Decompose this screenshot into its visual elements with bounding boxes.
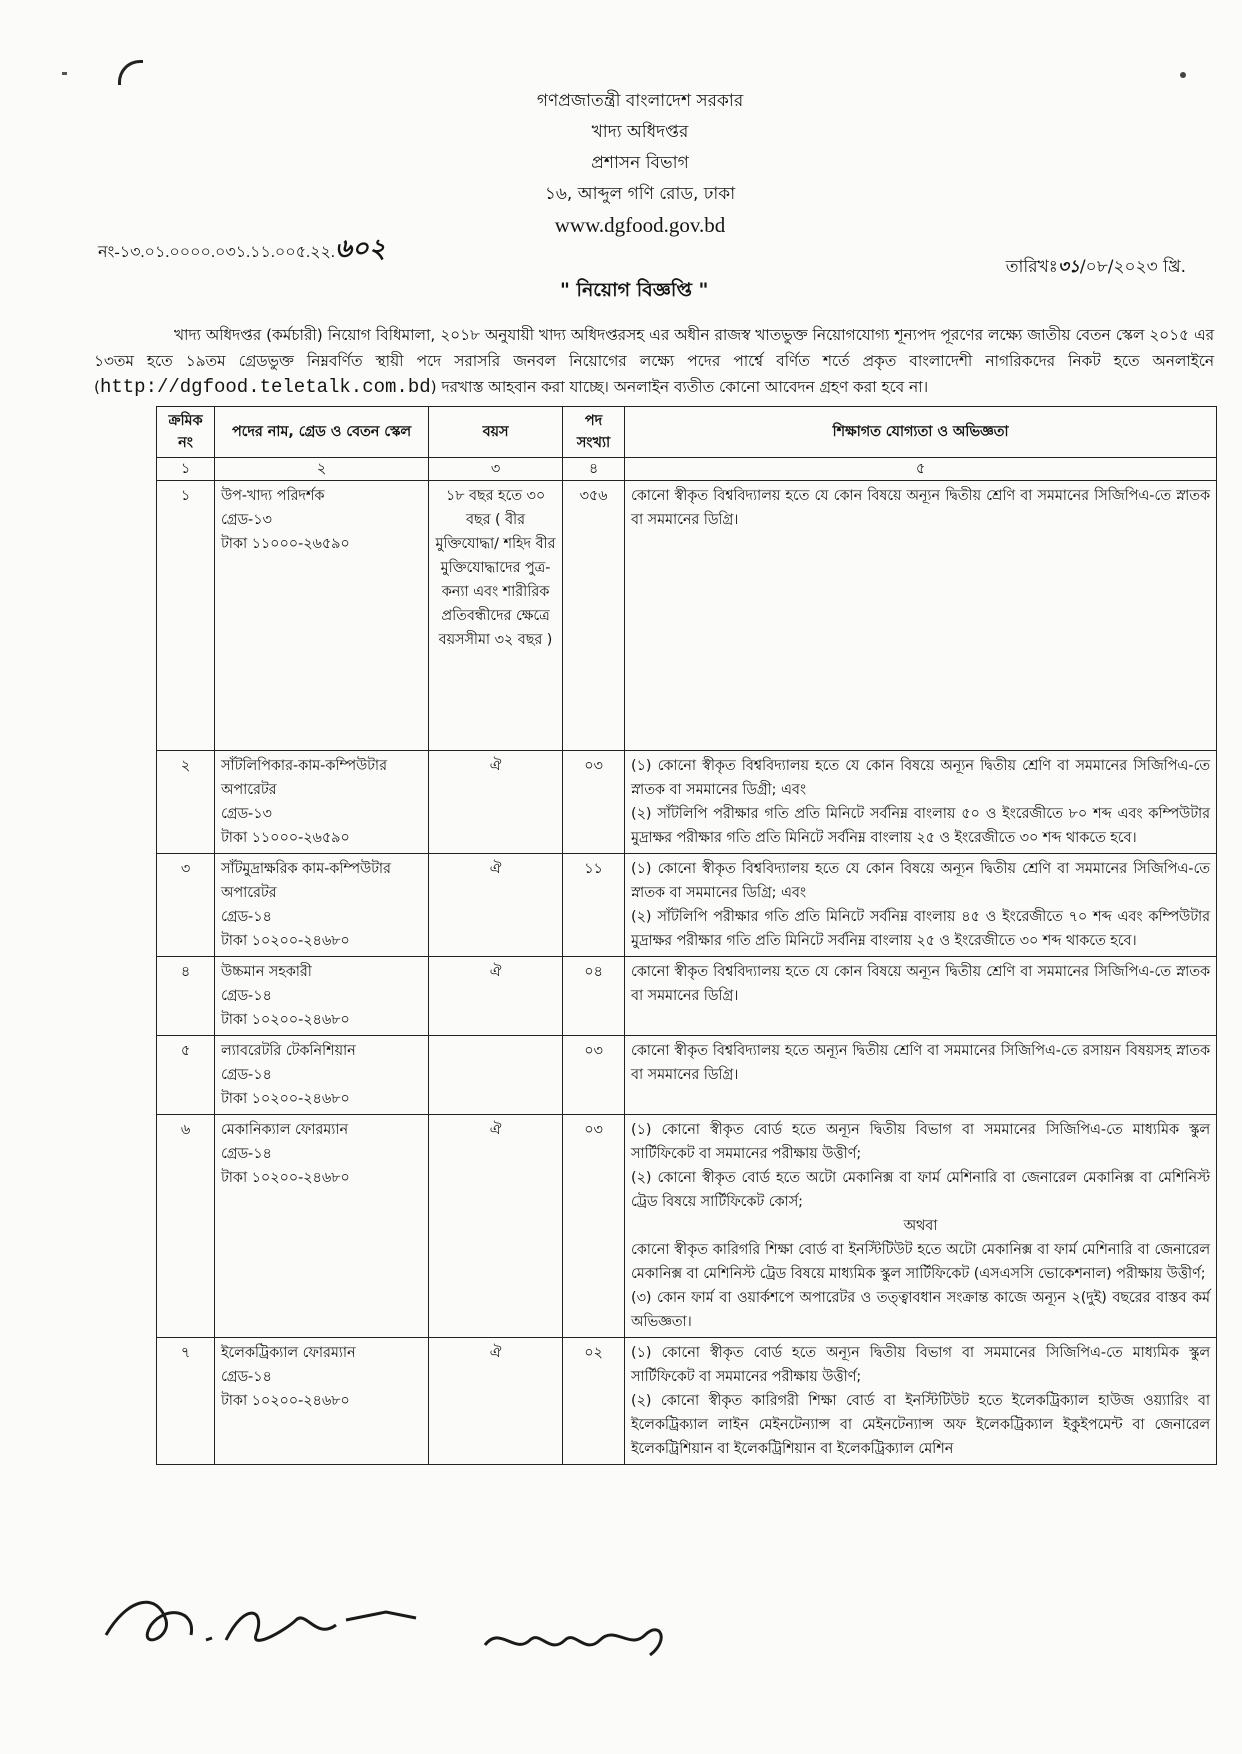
post-grade: গ্রেড-১৩ (221, 512, 272, 528)
post-title: সাঁটলিপিকার-কাম-কম্পিউটার অপারেটর (221, 758, 387, 798)
memo-number (98, 228, 386, 272)
col-number: ৩ (429, 458, 563, 481)
intro-paragraph (94, 322, 1214, 400)
table-header-row (157, 407, 1217, 458)
row-post (215, 751, 429, 854)
qualification-item: (৩) কোন ফার্ম বা ওয়ার্কশপে অপারেটর ও তত্ত্বাবধান সংক্রান্ত কাজে অন্যূন ২(দুই) বছরের বাস্তব কর্ম অভিজ্ঞতা। (631, 1290, 1210, 1330)
qualification-item: (২) সাঁটলিপি পরীক্ষার গতি প্রতি মিনিটে সর্বনিম্ন বাংলায় ৪৫ ও ইংরেজীতে ৭০ শব্দ এবং কম্পিউটার মুদ্রাক্ষর পরীক্ষার গতি প্রতি মিনিটে সর্বনিম্ন বাংলায় ২৫ ও ইংরেজীতে ৩০ শব্দ থাকতে হবে। (631, 909, 1210, 949)
qualification-item: (২) কোনো স্বীকৃত বোর্ড হতে অটো মেকানিক্স বা ফার্ম মেশিনারি বা জেনারেল মেকানিক্স বা মেশিনিস্ট ট্রেড বিষয়ে সার্টিফিকেট কোর্স; (631, 1170, 1210, 1210)
vacancy-table (156, 406, 1217, 1465)
header-age: বয়স (429, 407, 563, 458)
col-number: ৪ (563, 458, 625, 481)
memo-handwritten-number: ৬০২ (334, 234, 386, 263)
post-scale: টাকা ১০২০০-২৪৬৮০ (221, 1170, 350, 1186)
date-handwritten-day: ৩১ (1057, 257, 1080, 277)
row-serial: ৫ (157, 1036, 215, 1115)
qualification-item: কোনো স্বীকৃত কারিগরি শিক্ষা বোর্ড বা ইনস্টিটিউট হতে অটো মেকানিক্স বা ফার্ম মেশিনারি বা জেনারেল মেকানিক্স বা মেশিনিস্ট ট্রেড বিষয়ে মাধ্যমিক স্কুল সার্টিফিকেট (এসএসসি ভোকেশনাল) পরীক্ষায় উত্তীর্ণ; (631, 1242, 1210, 1282)
date-label: তারিখঃ (1005, 257, 1058, 277)
govt-name: গণপ্রজাতন্ত্রী বাংলাদেশ সরকার (536, 91, 744, 111)
qualification-item: (২) সাঁটলিপি পরীক্ষার গতি প্রতি মিনিটে সর্বনিম্ন বাংলায় ৫০ ও ইংরেজীতে ৮০ শব্দ এবং কম্পিউটার মুদ্রাক্ষর পরীক্ষার গতি প্রতি মিনিটে সর্বনিম্ন বাংলায় ২৫ ও ইংরেজীতে ৩০ শব্দ থাকতে হবে। (631, 806, 1210, 846)
scan-dot (1180, 72, 1186, 78)
header-count: পদ সংখ্যা (563, 407, 625, 458)
row-qualification (625, 1115, 1217, 1338)
post-scale: টাকা ১০২০০-২৪৬৮০ (221, 933, 350, 949)
header-serial: ক্রমিক নং (157, 407, 215, 458)
row-age: ১৮ বছর হতে ৩০ বছর ( বীর মুক্তিযোদ্ধা/ শহিদ বীর মুক্তিযোদ্ধাদের পুত্র-কন্যা এবং শারীরিক প্রতিবন্ধীদের ক্ষেত্রে বয়সসীমা ৩২ বছর ) (429, 481, 563, 751)
post-grade: গ্রেড-১৪ (221, 988, 272, 1004)
application-link[interactable]: http://dgfood.teletalk.com.bd (99, 376, 431, 398)
header-qualification: শিক্ষাগত যোগ্যতা ও অভিজ্ঞতা (625, 407, 1217, 458)
post-grade: গ্রেড-১৪ (221, 909, 272, 925)
signature-right (480, 1610, 680, 1670)
scan-dot (62, 72, 67, 75)
office-address: ১৬, আব্দুল গণি রোড, ঢাকা (544, 184, 736, 204)
post-scale: টাকা ১০২০০-২৪৬৮০ (221, 1091, 350, 1107)
qualification-item: কোনো স্বীকৃত বিশ্ববিদ্যালয় হতে যে কোন বিষয়ে অন্যূন দ্বিতীয় শ্রেণি বা সমমানের সিজিপিএ-তে স্নাতক বা সমমানের ডিগ্রি। (631, 964, 1210, 1004)
office-header (440, 86, 840, 241)
row-count: ০২ (563, 1338, 625, 1465)
qualification-item: কোনো স্বীকৃত বিশ্ববিদ্যালয় হতে যে কোন বিষয়ে অন্যূন দ্বিতীয় শ্রেণি বা সমমানের সিজিপিএ-তে স্নাতক বা সমমানের ডিগ্রি। (631, 488, 1210, 528)
scan-mark (118, 60, 143, 85)
post-scale: টাকা ১০২০০-২৪৬৮০ (221, 1012, 350, 1028)
row-serial: ৩ (157, 854, 215, 957)
post-title: উপ-খাদ্য পরিদর্শক (221, 488, 325, 504)
post-title: ইলেকট্রিক্যাল ফোরম্যান (221, 1345, 356, 1361)
row-age: ঐ (429, 957, 563, 1036)
row-qualification (625, 481, 1217, 751)
col-number: ৫ (625, 458, 1217, 481)
row-count: ০৩ (563, 751, 625, 854)
table-row (157, 751, 1217, 854)
memo-number-text: নং-১৩.০১.০০০০.০৩১.১১.০০৫.২২. (98, 244, 335, 261)
row-qualification (625, 957, 1217, 1036)
notice-title: " নিয়োগ বিজ্ঞপ্তি " (560, 279, 709, 301)
post-grade: গ্রেড-১৪ (221, 1067, 272, 1083)
qualification-item: (১) কোনো স্বীকৃত বিশ্ববিদ্যালয় হতে যে কোন বিষয়ে অন্যূন দ্বিতীয় শ্রেণি বা সমমানের সিজিপিএ-তে স্নাতক বা সমমানের ডিগ্রি; এবং (631, 861, 1210, 901)
col-number: ১ (157, 458, 215, 481)
table-row (157, 1036, 1217, 1115)
division-name: প্রশাসন বিভাগ (591, 153, 689, 173)
row-serial: ৭ (157, 1338, 215, 1465)
row-post (215, 1338, 429, 1465)
qualification-or: অথবা (903, 1218, 938, 1234)
issue-date (1006, 254, 1186, 282)
row-age: ঐ (429, 1115, 563, 1338)
row-age: ঐ (429, 854, 563, 957)
table-row (157, 1338, 1217, 1465)
qualification-item: কোনো স্বীকৃত বিশ্ববিদ্যালয় হতে অন্যূন দ্বিতীয় শ্রেণি বা সমমানের সিজিপিএ-তে রসায়ন বিষয়সহ স্নাতক বা সমমানের ডিগ্রি। (631, 1043, 1210, 1083)
row-count: ০৩ (563, 1036, 625, 1115)
post-grade: গ্রেড-১৪ (221, 1146, 272, 1162)
table-row (157, 854, 1217, 957)
row-post (215, 481, 429, 751)
signature-left (96, 1580, 426, 1660)
qualification-item: (১) কোনো স্বীকৃত বোর্ড হতে অন্যূন দ্বিতীয় বিভাগ বা সমমানের সিজিপিএ-তে মাধ্যমিক স্কুল সার্টিফিকেট বা সমমানের পরীক্ষায় উত্তীর্ণ; (631, 1345, 1210, 1385)
row-age (429, 1036, 563, 1115)
row-count: ৩৫৬ (563, 481, 625, 751)
row-qualification (625, 751, 1217, 854)
row-serial: ২ (157, 751, 215, 854)
row-post (215, 854, 429, 957)
post-grade: গ্রেড-১৪ (221, 1369, 272, 1385)
intro-text-before: খাদ্য অধিদপ্তর (কর্মচারী) নিয়োগ বিধিমালা, ২০১৮ অনুযায়ী খাদ্য অধিদপ্তরসহ এর অধীন রাজস্ব খাতভুক্ত নিয়োগযোগ্য শূন্যপদ পূরণের লক্ষ্যে জাতীয় বেতন স্কেল ২০১৫ এর ১৩তম হতে ১৯তম গ্রেডভুক্ত নিম্নবর্ণিত স্থায়ী পদে সরাসরি জনবল নিয়োগের লক্ষ্যে পদের পার্শ্বে বর্ণিত শর্তে প্রকৃত বাংলাদেশী নাগরিকদের নিকট হতে অনলাইনে ( (94, 326, 1214, 396)
qualification-item: (২) কোনো স্বীকৃত কারিগরী শিক্ষা বোর্ড বা ইনস্টিটিউট হতে ইলেকট্রিক্যাল হাউজ ওয়্যারিং বা ইলেকট্রিক্যাল লাইন মেইনটেন্যান্স বা মেইনটেন্যান্স অফ ইলেকট্রিক্যাল ইকুইপমেন্ট বা জেনারেল ইলেকট্রিশিয়ান বা ইলেকট্রিশিয়ান বা ইলেকট্রিক্যাল মেশিন (631, 1393, 1210, 1457)
row-serial: ৪ (157, 957, 215, 1036)
row-count: ০৪ (563, 957, 625, 1036)
post-title: সাঁটমুদ্রাক্ষরিক কাম-কম্পিউটার অপারেটর (221, 861, 391, 901)
row-count: ০৩ (563, 1115, 625, 1338)
row-serial: ৬ (157, 1115, 215, 1338)
post-grade: গ্রেড-১৩ (221, 806, 272, 822)
post-title: ল্যাবরেটরি টেকনিশিয়ান (221, 1043, 356, 1059)
row-post (215, 957, 429, 1036)
row-qualification (625, 854, 1217, 957)
row-post (215, 1036, 429, 1115)
post-title: উচ্চমান সহকারী (221, 964, 312, 980)
post-title: মেকানিক্যাল ফোরম্যান (221, 1122, 349, 1138)
header-post: পদের নাম, গ্রেড ও বেতন স্কেল (215, 407, 429, 458)
qualification-item: (১) কোনো স্বীকৃত বিশ্ববিদ্যালয় হতে যে কোন বিষয়ে অন্যূন দ্বিতীয় শ্রেণি বা সমমানের সিজিপিএ-তে স্নাতক বা সমমানের ডিগ্রী; এবং (631, 758, 1210, 798)
table-row (157, 1115, 1217, 1338)
row-age: ঐ (429, 751, 563, 854)
post-scale: টাকা ১১০০০-২৬৫৯০ (221, 536, 350, 552)
qualification-item: (১) কোনো স্বীকৃত বোর্ড হতে অন্যূন দ্বিতীয় বিভাগ বা সমমানের সিজিপিএ-তে মাধ্যমিক স্কুল সার্টিফিকেট বা সমমানের পরীক্ষায় উত্তীর্ণ; (631, 1122, 1210, 1162)
department-name: খাদ্য অধিদপ্তর (591, 122, 689, 142)
row-count: ১১ (563, 854, 625, 957)
row-serial: ১ (157, 481, 215, 751)
table-row (157, 957, 1217, 1036)
intro-text-after: ) দরখাস্ত আহবান করা যাচ্ছে। অনলাইন ব্যতীত কোনো আবেদন গ্রহণ করা হবে না। (430, 378, 929, 396)
date-rest: /০৮/২০২৩ খ্রি. (1079, 257, 1186, 277)
row-age: ঐ (429, 1338, 563, 1465)
table-row (157, 481, 1217, 751)
row-qualification (625, 1036, 1217, 1115)
col-number: ২ (215, 458, 429, 481)
website-link[interactable]: www.dgfood.gov.bd (554, 213, 726, 237)
row-qualification (625, 1338, 1217, 1465)
post-scale: টাকা ১০২০০-২৪৬৮০ (221, 1393, 350, 1409)
row-post (215, 1115, 429, 1338)
post-scale: টাকা ১১০০০-২৬৫৯০ (221, 830, 350, 846)
column-number-row (157, 458, 1217, 481)
